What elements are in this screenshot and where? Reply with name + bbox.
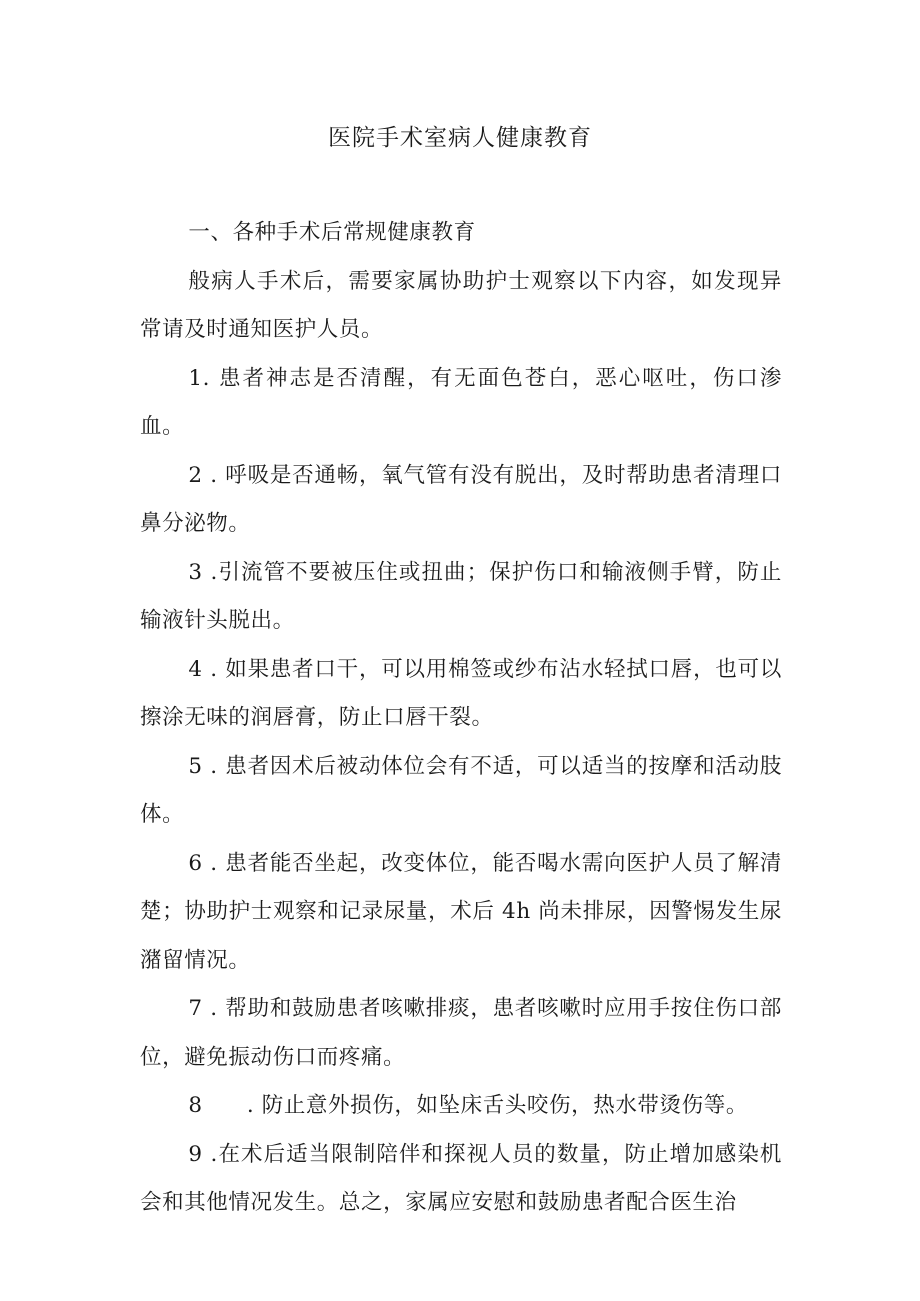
paragraph-item-3: 3 .引流管不要被压住或扭曲；保护伤口和输液侧手臂，防止输液针头脱出。 [140, 559, 782, 633]
document-title: 医院手术室病人健康教育 [328, 125, 592, 151]
paragraph-intro: 般病人手术后，需要家属协助护士观察以下内容，如发现异常请及时通知医护人员。 [140, 268, 782, 342]
paragraph-item-5: 5 . 患者因术后被动体位会有不适，可以适当的按摩和活动肢体。 [140, 753, 782, 827]
document-body [140, 209, 782, 1228]
paragraph-item-6: 6 . 患者能否坐起，改变体位，能否喝水需向医护人员了解清楚；协助护士观察和记录尿量，术后 4h 尚未排尿，因警惕发生尿潴留情况。 [140, 850, 782, 973]
paragraph-item-9: 9 .在术后适当限制陪伴和探视人员的数量，防止增加感染机会和其他情况发生。总之，家属应安慰和鼓励患者配合医生治 [140, 1141, 782, 1215]
paragraph-item-7: 7 . 帮助和鼓励患者咳嗽排痰，患者咳嗽时应用手按住伤口部位，避免振动伤口而疼痛。 [140, 996, 782, 1070]
paragraph-item-8: 8 . 防止意外损伤，如坠床舌头咬伤，热水带烫伤等。 [188, 1093, 748, 1118]
paragraph-item-1: 1. 患者神志是否清醒，有无面色苍白，恶心呕吐，伤口渗血。 [140, 365, 782, 439]
paragraph-item-2: 2 . 呼吸是否通畅，氧气管有没有脱出，及时帮助患者清理口鼻分泌物。 [140, 462, 782, 536]
section-heading: 一、各种手术后常规健康教育 [188, 220, 476, 245]
paragraph-item-4: 4 . 如果患者口干，可以用棉签或纱布沾水轻拭口唇，也可以擦涂无味的润唇膏，防止口唇干裂。 [140, 656, 782, 730]
